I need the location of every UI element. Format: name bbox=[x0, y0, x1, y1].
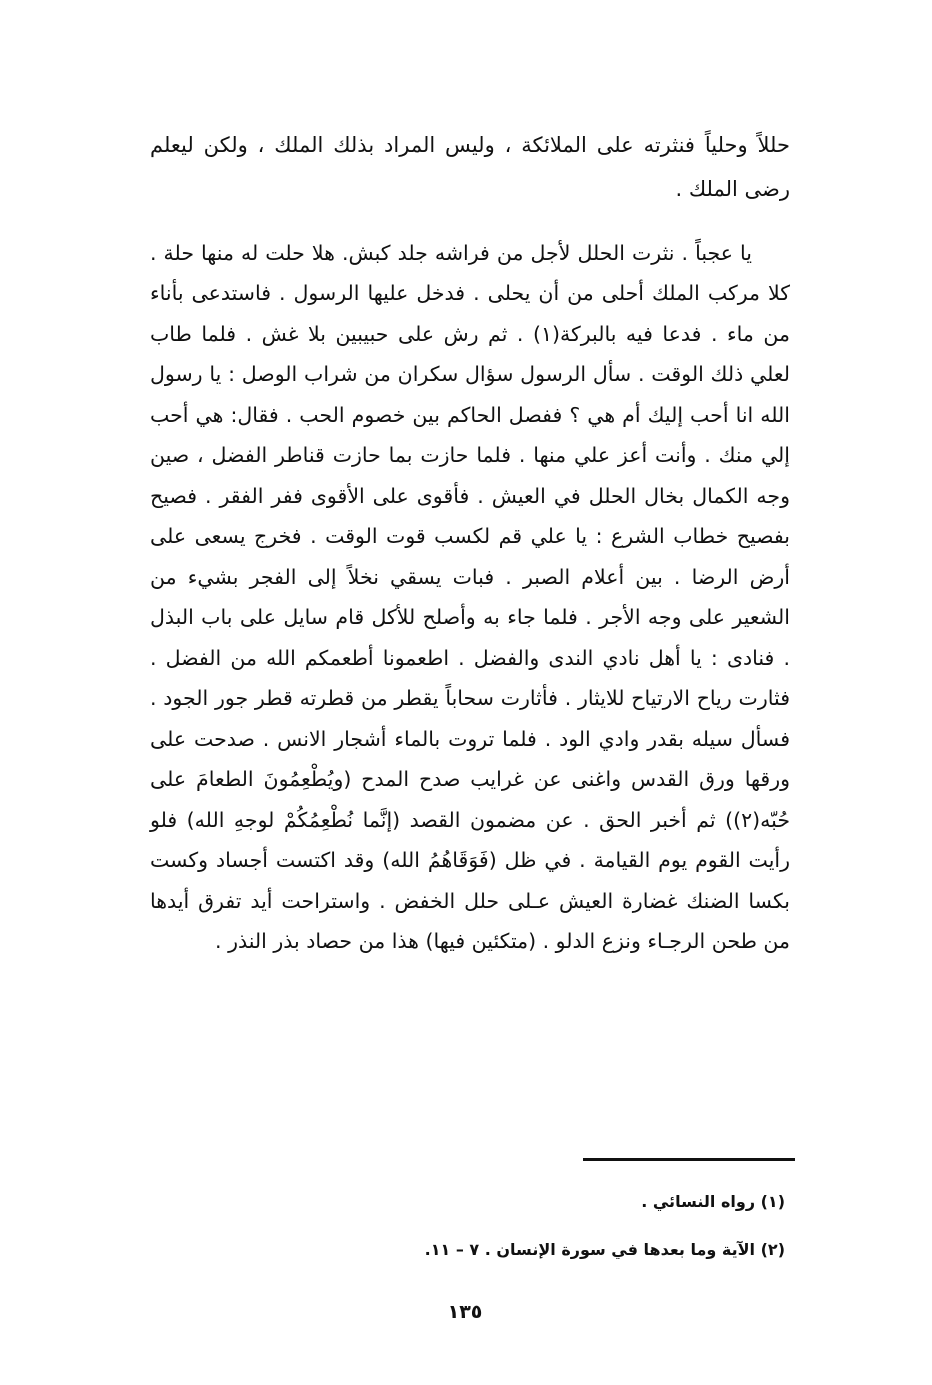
paragraph-main: يا عجباً . نثرت الحلل لأجل من فراشه جلد كبش. هلا حلت له منها حلة . كلا مركب الملك أحلى من أن يحلى . فدخل عليها الرسول . فاستدعى بأناء من ماء . فدعا فيه بالبركة(١) . ثم رش على حبيبين بلا غش . فلما طاب لعلي ذلك الوقت . سأل الرسول سؤال سكران من شراب الوصل : يا رسول الله انا أحب إليك أم هي ؟ ففصل الحاكم بين خصوم الحب . فقال: هي أحب إلي منك . وأنت أعز علي منها . فلما حازت بما حازت قناطر الفضل ، صين وجه الكمال بخال الحلل في العيش . فأقوى على الأقوى ففر الفقر . فصيح بفصيح خطاب الشرع : يا علي قم لكسب قوت الوقت . فخرج يسعى على أرض الرضا . بين أعلام الصبر . فبات يسقي نخلاً إلى الفجر بشيء من الشعير على وجه الأجر . فلما جاء به وأصلح للأكل قام سايل على باب البذل . فنادى : يا أهل نادي الندى والفضل . اطعمونا أطعمكم الله من الفضل . فثارت رياح الارتياح للايثار . فأثارت سحاباً يقطر من قطرته قطر جور الجود . فسأل سيله بقدر وادي الود . فلما تروت بالماء أشجار الانس . صدحت على ورقها ورق القدس واغنى عن غرايب صدح المدح (ويُطْعِمُونَ الطعامَ على حُبّه(٢)) ثم أخبر الحق . عن مضمون القصد (إنَّما نُطْعِمُكُمْ لوجهِ الله) فلو رأيت القوم يوم القيامة . في ظل (فَوَقَاهُمُ الله) وقد اكتست أجساد وكست بكسا الضنك غضارة العيش عـلى حلل الخفض . واستراحت أيد تفرق أيدها من طحن الرجـاء ونزع الدلو . (متكئين فيها) هذا من حصاد بذر النذر . bbox=[150, 240, 790, 953]
footnote-2: (٢) الآية وما بعدها في سورة الإنسان . ٧ – ١١. bbox=[424, 1240, 785, 1259]
paragraph-continuation: حللاً وحلياً فنثرته على الملائكة ، وليس المراد بذلك الملك ، ولكن ليعلم رضى الملك . bbox=[150, 133, 790, 201]
footnotes bbox=[330, 1178, 785, 1274]
footnote-separator bbox=[583, 1158, 795, 1161]
footnote-1: (١) رواه النسائي . bbox=[641, 1192, 785, 1211]
page-number: ١٣٥ bbox=[447, 1301, 483, 1323]
